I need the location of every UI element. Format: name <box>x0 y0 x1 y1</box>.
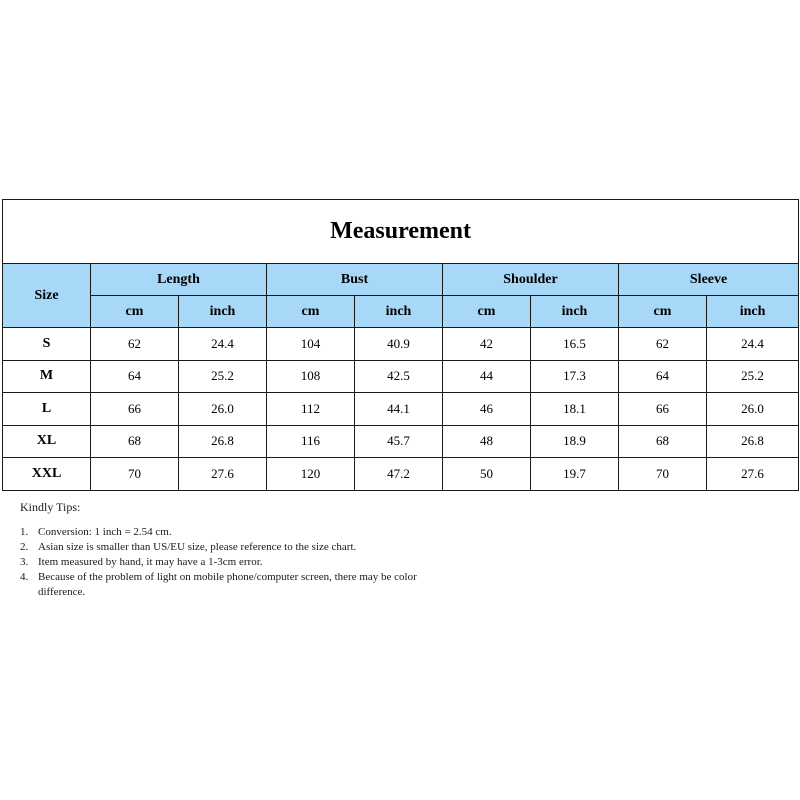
table-cell: 66 <box>619 393 707 426</box>
tips-list <box>20 525 460 600</box>
table-cell: 66 <box>91 393 179 426</box>
table-row <box>3 458 799 491</box>
tip-number: 4. <box>20 571 29 583</box>
table-cell: 44.1 <box>355 393 443 426</box>
table-row <box>3 425 799 458</box>
table-cell: 70 <box>91 458 179 491</box>
table-cell: 19.7 <box>531 458 619 491</box>
unit-header-inch: inch <box>707 296 799 328</box>
size-cell: XL <box>3 425 91 458</box>
table-cell: 50 <box>443 458 531 491</box>
table-cell: 24.4 <box>179 328 267 361</box>
table-cell: 62 <box>619 328 707 361</box>
table-cell: 45.7 <box>355 425 443 458</box>
table-cell: 46 <box>443 393 531 426</box>
sleeve-group-header: Sleeve <box>619 264 799 296</box>
table-cell: 42 <box>443 328 531 361</box>
table-cell: 18.1 <box>531 393 619 426</box>
table-cell: 64 <box>91 360 179 393</box>
tip-text: Asian size is smaller than US/EU size, please reference to the size chart. <box>38 541 357 553</box>
table-cell: 18.9 <box>531 425 619 458</box>
kindly-tips <box>20 500 460 600</box>
table-cell: 120 <box>267 458 355 491</box>
unit-header-cm: cm <box>619 296 707 328</box>
table-row <box>3 328 799 361</box>
table-title: Measurement <box>3 200 799 264</box>
table-cell: 47.2 <box>355 458 443 491</box>
bust-group-header: Bust <box>267 264 443 296</box>
shoulder-group-header: Shoulder <box>443 264 619 296</box>
table-cell: 26.0 <box>179 393 267 426</box>
table-cell: 42.5 <box>355 360 443 393</box>
table-cell: 70 <box>619 458 707 491</box>
table-cell: 44 <box>443 360 531 393</box>
table-cell: 16.5 <box>531 328 619 361</box>
table-cell: 112 <box>267 393 355 426</box>
table-cell: 26.8 <box>179 425 267 458</box>
tips-title: Kindly Tips: <box>20 500 81 514</box>
length-group-header: Length <box>91 264 267 296</box>
table-row <box>3 393 799 426</box>
table-cell: 116 <box>267 425 355 458</box>
table-cell: 26.8 <box>707 425 799 458</box>
tip-item <box>20 555 460 570</box>
table-cell: 27.6 <box>707 458 799 491</box>
table-cell: 25.2 <box>707 360 799 393</box>
size-cell: S <box>3 328 91 361</box>
unit-header-inch: inch <box>531 296 619 328</box>
table-cell: 64 <box>619 360 707 393</box>
size-chart-table <box>2 199 799 491</box>
tip-item <box>20 570 460 600</box>
unit-header-cm: cm <box>267 296 355 328</box>
unit-header-inch: inch <box>179 296 267 328</box>
table-cell: 27.6 <box>179 458 267 491</box>
tip-item <box>20 540 460 555</box>
table-cell: 62 <box>91 328 179 361</box>
tip-text: Because of the problem of light on mobile phone/computer screen, there may be color difference. <box>38 571 417 598</box>
unit-header-inch: inch <box>355 296 443 328</box>
table-cell: 108 <box>267 360 355 393</box>
size-cell: M <box>3 360 91 393</box>
tip-number: 1. <box>20 526 29 538</box>
tip-number: 2. <box>20 541 29 553</box>
tip-number: 3. <box>20 556 29 568</box>
table-cell: 68 <box>619 425 707 458</box>
table-cell: 68 <box>91 425 179 458</box>
table-row <box>3 360 799 393</box>
size-cell: XXL <box>3 458 91 491</box>
unit-header-cm: cm <box>443 296 531 328</box>
tip-item <box>20 525 460 540</box>
size-column-header: Size <box>3 264 91 328</box>
table-cell: 17.3 <box>531 360 619 393</box>
table-cell: 26.0 <box>707 393 799 426</box>
table-cell: 40.9 <box>355 328 443 361</box>
table-cell: 24.4 <box>707 328 799 361</box>
tip-text: Conversion: 1 inch = 2.54 cm. <box>38 526 172 538</box>
tip-text: Item measured by hand, it may have a 1-3cm error. <box>38 556 263 568</box>
unit-header-cm: cm <box>91 296 179 328</box>
table-cell: 25.2 <box>179 360 267 393</box>
size-cell: L <box>3 393 91 426</box>
table-cell: 104 <box>267 328 355 361</box>
table-cell: 48 <box>443 425 531 458</box>
